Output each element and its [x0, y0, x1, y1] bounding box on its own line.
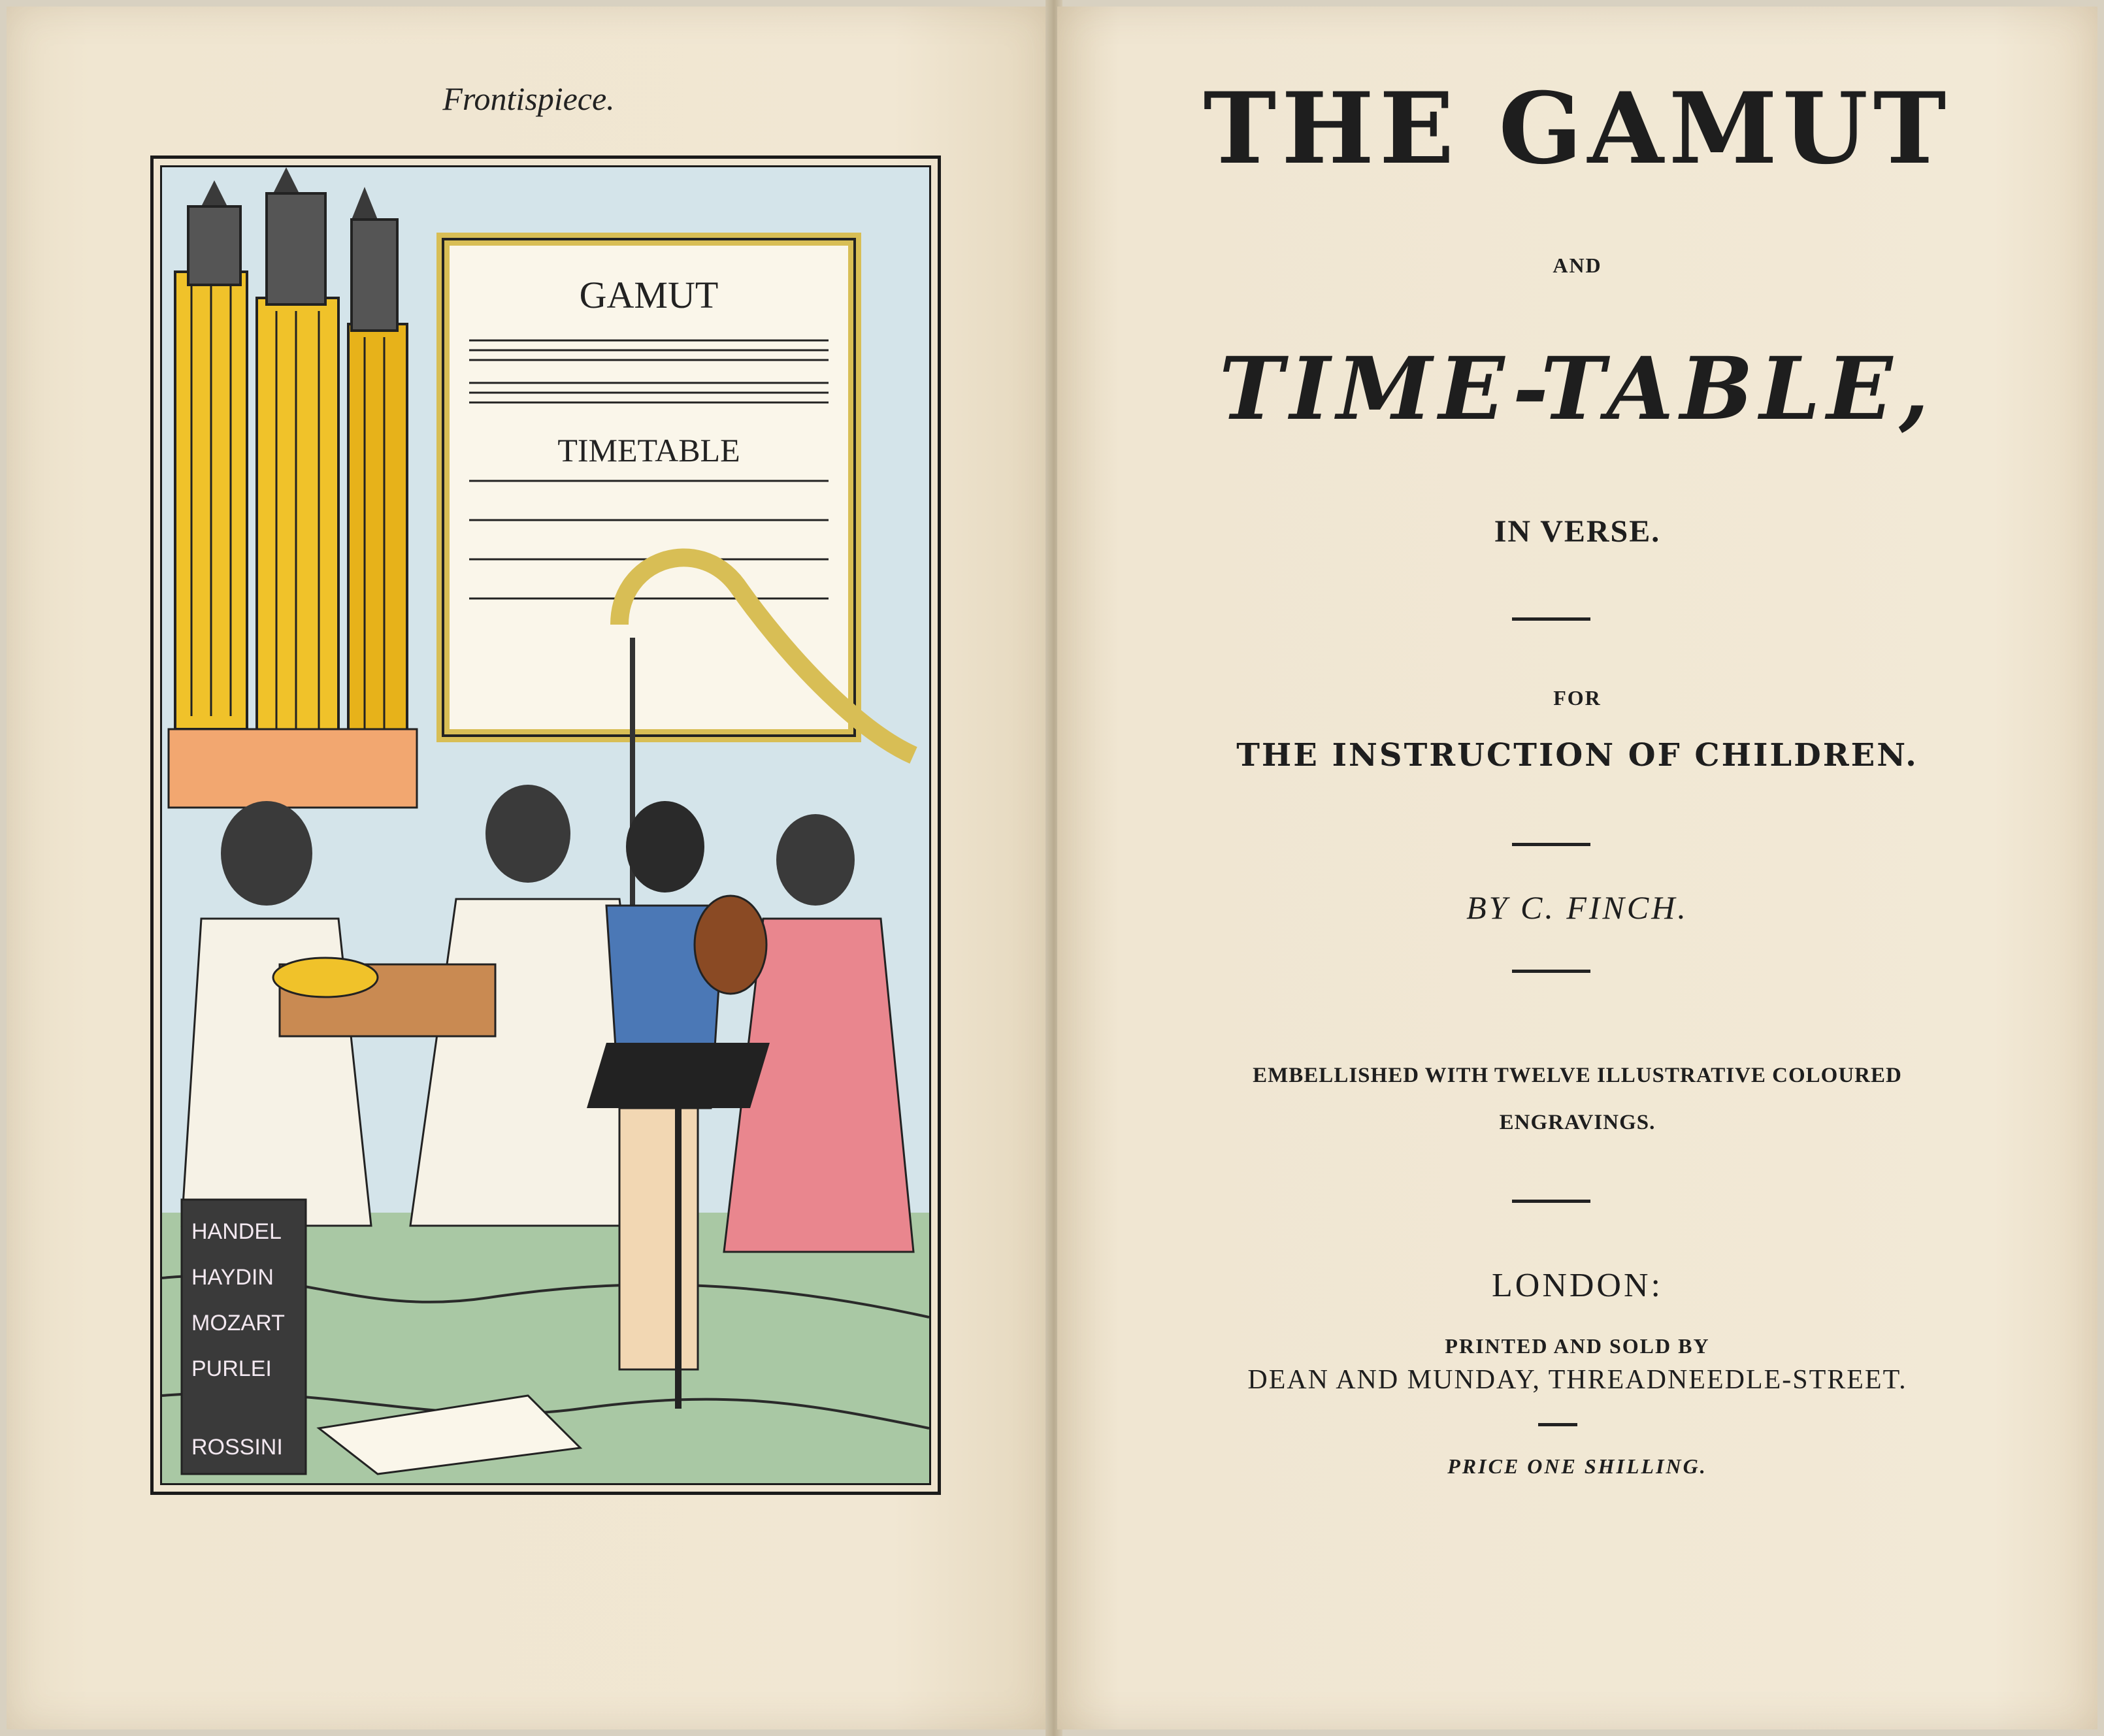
table-title: TIMETABLE [557, 432, 740, 468]
price-line: PRICE ONE SHILLING. [1447, 1454, 1707, 1478]
divider-rule [1512, 843, 1590, 846]
book-title: THE GAMUT [1203, 71, 1952, 186]
and-label: AND [1553, 254, 1602, 277]
right-page [1057, 7, 2097, 1729]
book-spine: MOZART [191, 1311, 285, 1335]
frontispiece-caption: Frontispiece. [442, 80, 615, 117]
left-page [7, 7, 1051, 1729]
violin-icon [695, 896, 766, 994]
printed-line: PRINTED AND SOLD BY [1445, 1334, 1710, 1358]
embellishment-line-1: EMBELLISHED WITH TWELVE ILLUSTRATIVE COLOURED [1253, 1064, 1902, 1087]
engraving-frame [150, 156, 941, 1495]
book-spine: HAYDIN [191, 1265, 274, 1290]
in-verse-label: IN VERSE. [1494, 514, 1661, 549]
chart-title: GAMUT [579, 274, 719, 316]
book-spine: ROSSINI [191, 1435, 283, 1460]
book-spine: PURLEI [191, 1356, 272, 1381]
publisher-line: DEAN AND MUNDAY, THREADNEEDLE-STREET. [1247, 1365, 1907, 1395]
place-of-publication: LONDON: [1492, 1267, 1663, 1304]
audience-line: THE INSTRUCTION OF CHILDREN. [1236, 737, 1918, 774]
author-line: BY C. FINCH. [1466, 889, 1688, 926]
for-label: FOR [1553, 686, 1602, 710]
book-subtitle: TIME-TABLE, [1219, 338, 1936, 440]
divider-rule [1538, 1423, 1577, 1426]
embellishment-line-2: ENGRAVINGS. [1499, 1111, 1656, 1134]
divider-rule [1512, 970, 1590, 973]
engraving [160, 165, 931, 1485]
engraving-illustration [162, 167, 929, 1483]
embellishment-note [1057, 1052, 2097, 1146]
organ-icon [169, 167, 417, 808]
book-spine: HANDEL [191, 1219, 282, 1244]
divider-rule [1512, 1200, 1590, 1203]
divider-rule [1512, 617, 1590, 621]
